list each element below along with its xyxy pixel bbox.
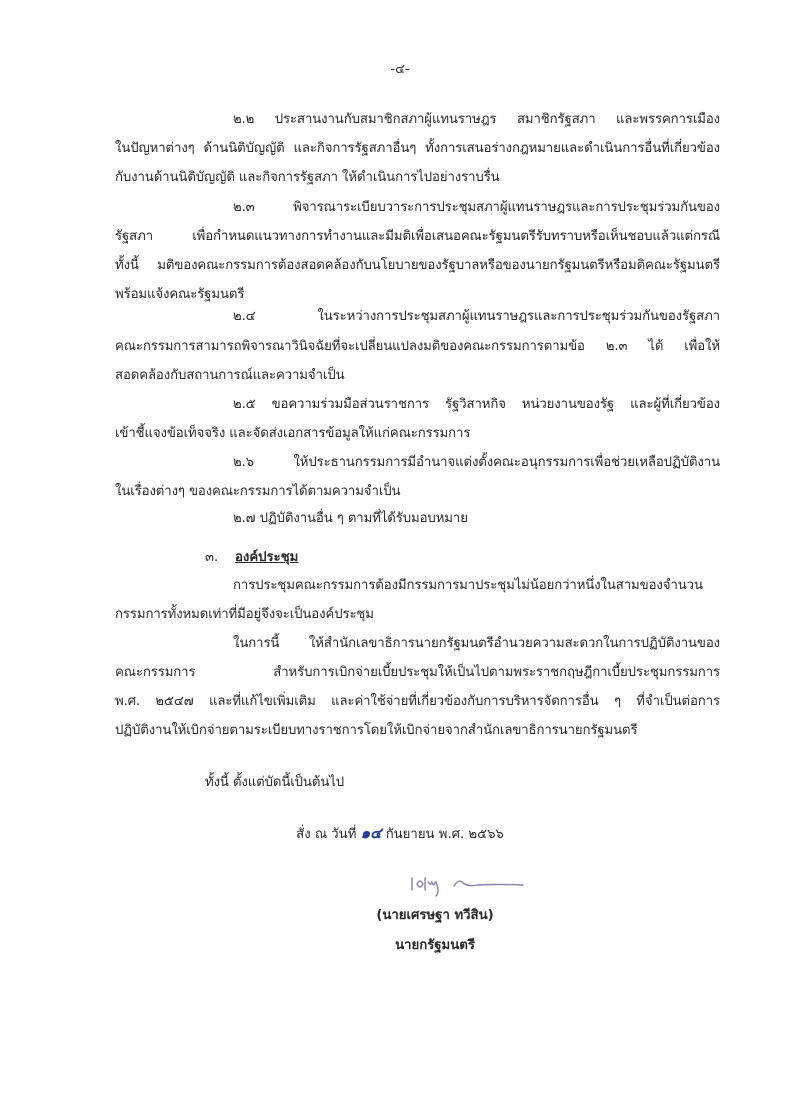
item-2-2-line-2: ในปัญหาต่างๆ ด้านนิติบัญญัติ และกิจการรัฐสภาอื่นๆ ทั้งการเสนอร่างกฎหมายและดำเนินการอื่นที่เกี่ยวข้อง [115, 141, 720, 156]
date-prefix: สั่ง ณ วันที่ [296, 827, 357, 842]
item-2-3-line-4: พร้อมแจ้งคณะรัฐมนตรี [115, 287, 245, 302]
item-2-3-line-1: ๒.๓ พิจารณาระเบียบวาระการประชุมสภาผู้แทนราษฎรและการประชุมร่วมกันของ [233, 200, 720, 215]
item-2-4-line-2: คณะกรรมการสามารถพิจารณาวินิจฉัยที่จะเปลี่ยนแปลงมติของคณะกรรมการตามข้อ ๒.๓ ได้ เพื่อให้ [115, 339, 720, 354]
effective-statement: ทั้งนี้ ตั้งแต่บัดนี้เป็นต้นไป [205, 775, 345, 790]
item-2-2-line-1: ๒.๒ ประสานงานกับสมาชิกสภาผู้แทนราษฎร สมาชิกรัฐสภา และพรรคการเมือง [233, 112, 720, 127]
item-2-3-line-2: รัฐสภา เพื่อกำหนดแนวทางการทำงานและมีมติเพื่อเสนอคณะรัฐมนตรีรับทราบหรือเห็นชอบแล้วแต่กรณี [115, 229, 720, 244]
item-2-6-line-2: ในเรื่องต่างๆ ของคณะกรรมการได้ตามความจำเป็น [115, 484, 401, 499]
page-number: -๔- [390, 62, 410, 77]
date-day-handwritten: ๑๔ [360, 824, 382, 842]
section-3-number: ๓. [205, 550, 219, 565]
item-2-3-line-3: ทั้งนี้ มติของคณะกรรมการต้องสอดคล้องกับนโยบายของรัฐบาลหรือของนายกรัฐมนตรีหรือมติคณะรัฐมนตรี [115, 258, 720, 273]
section-3-para2-line-4: ปฏิบัติงานให้เบิกจ่ายตามระเบียบทางราชการโดยให้เบิกจ่ายจากสำนักเลขาธิการนายกรัฐมนตรี [115, 723, 638, 738]
order-date [0, 823, 800, 845]
item-2-5-line-1: ๒.๕ ขอความร่วมมือส่วนราชการ รัฐวิสาหกิจ หน่วยงานของรัฐ และผู้ที่เกี่ยวข้อง [233, 397, 720, 412]
signer-name: (นายเศรษฐา ทวีสิน) [376, 908, 494, 923]
date-month-year: กันยายน พ.ศ. ๒๕๖๖ [385, 827, 504, 842]
section-3-para2-line-3: พ.ศ. ๒๕๔๗ และที่แก้ไขเพิ่มเติม และค่าใช้จ่ายที่เกี่ยวข้องกับการบริหารจัดการอื่น ๆ ที่จำเป็นต่อการ [115, 694, 720, 709]
item-2-5-line-2: เข้าชี้แจงข้อเท็จจริง และจัดส่งเอกสารข้อมูลให้แก่คณะกรรมการ [115, 426, 471, 441]
item-2-4-line-3: สอดคล้องกับสถานการณ์และความจำเป็น [115, 368, 345, 383]
section-3-para2-line-2: คณะกรรมการ สำหรับการเบิกจ่ายเบี้ยประชุมให้เป็นไปตามพระราชกฤษฎีกาเบี้ยประชุมกรรมการ [115, 665, 720, 680]
signer-title: นายกรัฐมนตรี [395, 938, 475, 953]
item-2-6-line-1: ๒.๖ ให้ประธานกรรมการมีอำนาจแต่งตั้งคณะอนุกรรมการเพื่อช่วยเหลือปฏิบัติงาน [233, 455, 720, 470]
section-3-para1-line-1: การประชุมคณะกรรมการต้องมีกรรมการมาประชุมไม่น้อยกว่าหนึ่งในสามของจำนวน [233, 578, 703, 593]
item-2-2-line-3: กับงานด้านนิติบัญญัติ และกิจการรัฐสภา ให้ดำเนินการไปอย่างราบรื่น [115, 170, 500, 185]
item-2-7-line-1: ๒.๗ ปฏิบัติงานอื่น ๆ ตามที่ได้รับมอบหมาย [233, 511, 468, 526]
handwritten-signature [408, 870, 528, 900]
section-3-para2-line-1: ในการนี้ ให้สำนักเลขาธิการนายกรัฐมนตรีอำนวยความสะดวกในการปฏิบัติงานของ [233, 636, 720, 651]
item-2-4-line-1: ๒.๔ ในระหว่างการประชุมสภาผู้แทนราษฎรและการประชุมร่วมกันของรัฐสภา [233, 309, 720, 324]
section-3-para1-line-2: กรรมการทั้งหมดเท่าที่มีอยู่จึงจะเป็นองค์ประชุม [115, 607, 374, 622]
section-3-title: องค์ประชุม [235, 550, 299, 565]
